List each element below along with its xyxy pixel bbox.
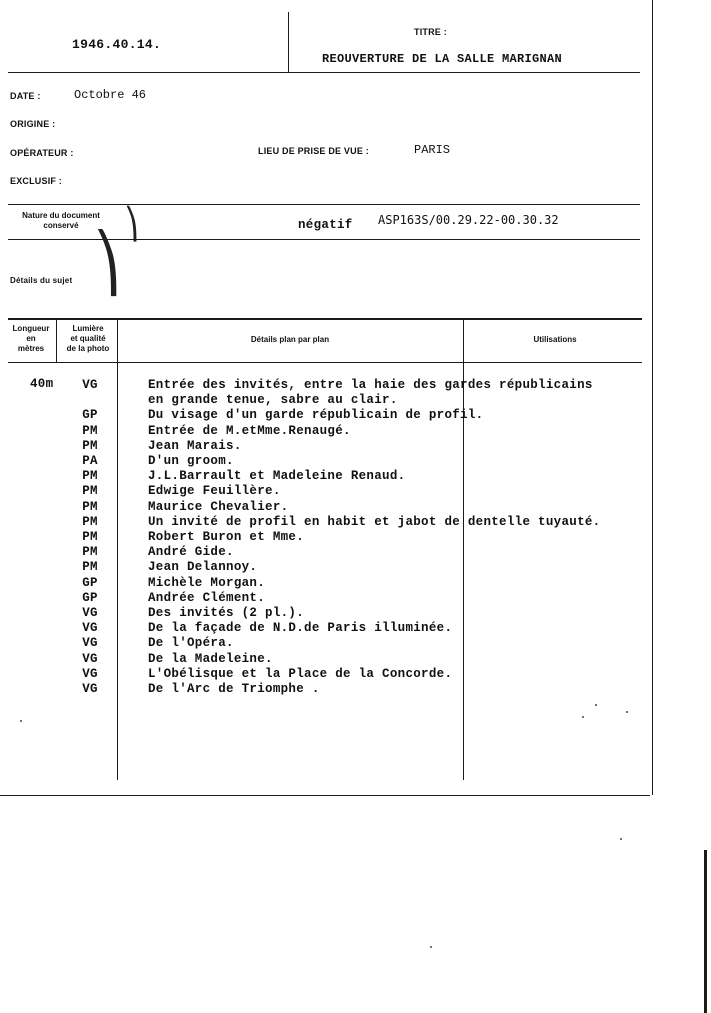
titre-value: REOUVERTURE DE LA SALLE MARIGNAN bbox=[322, 52, 563, 66]
row-text: Edwige Feuillère. bbox=[148, 484, 281, 499]
col-utilisations-header: Utilisations bbox=[533, 335, 577, 344]
nature-label-line1: Nature du document bbox=[22, 211, 100, 220]
col-longueur-header bbox=[6, 324, 56, 354]
row-code: GP bbox=[82, 408, 98, 423]
row-code: PA bbox=[82, 454, 98, 468]
exclusif-label: EXCLUSIF : bbox=[10, 176, 63, 186]
row-text: Maurice Chevalier. bbox=[148, 499, 289, 514]
row-code: VG bbox=[82, 606, 98, 620]
row-text: D'un groom. bbox=[148, 454, 234, 468]
reference-number: 1946.40.14. bbox=[72, 37, 162, 52]
row-code: PM bbox=[82, 530, 98, 544]
titre-label: TITRE : bbox=[414, 27, 447, 37]
row-text: Entrée des invités, entre la haie des gardes républicains bbox=[148, 378, 593, 392]
row-text: Des invités (2 pl.). bbox=[148, 606, 305, 620]
table-top-rule bbox=[8, 318, 642, 320]
speck-3 bbox=[626, 711, 628, 713]
row-code: PM bbox=[82, 423, 98, 438]
lieu-value: PARIS bbox=[414, 143, 451, 157]
speck-2 bbox=[582, 716, 584, 718]
row-code: PM bbox=[82, 499, 98, 514]
details-sujet-label: Détails du sujet bbox=[10, 276, 73, 285]
row-text: Michèle Morgan. bbox=[148, 575, 266, 590]
col-divider-2 bbox=[117, 318, 118, 780]
origine-label: ORIGINE : bbox=[10, 119, 56, 129]
col-lumiere-header bbox=[58, 324, 118, 354]
nature-top-rule bbox=[8, 204, 640, 205]
col-lumiere-line3: de la photo bbox=[66, 344, 110, 353]
row-text: Robert Buron et Mme. bbox=[148, 530, 305, 544]
speck-1 bbox=[595, 704, 597, 706]
row-text: L'Obélisque et la Place de la Concorde. bbox=[148, 666, 453, 681]
length-value: 40m bbox=[30, 377, 54, 391]
row-text: Un invité de profil en habit et jabot de dentelle tuyauté. bbox=[148, 514, 601, 529]
col-longueur-line3: mètres bbox=[17, 344, 45, 353]
speck-4 bbox=[20, 720, 22, 722]
nature-brace: ⎞ bbox=[124, 207, 139, 242]
header-bottom-rule bbox=[8, 72, 640, 73]
row-text: Andrée Clément. bbox=[148, 590, 266, 605]
page-right-rule bbox=[652, 0, 653, 795]
row-text: De la Madeleine. bbox=[148, 651, 273, 666]
header-divider bbox=[288, 12, 289, 72]
row-text: Entrée de M.etMme.Renaugé. bbox=[148, 423, 351, 438]
row-text: J.L.Barrault et Madeleine Renaud. bbox=[148, 469, 406, 484]
row-code: PM bbox=[82, 469, 98, 484]
row-text: Jean Marais. bbox=[148, 438, 242, 453]
col-longueur-line2: en bbox=[26, 334, 36, 343]
row-code: VG bbox=[82, 651, 98, 666]
details-sujet-brace: ⎞ bbox=[93, 231, 121, 296]
nature-code: ASP163S/00.29.22-00.30.32 bbox=[378, 213, 559, 227]
row-code: PM bbox=[82, 560, 98, 575]
date-value: Octobre 46 bbox=[74, 88, 147, 102]
lieu-label: LIEU DE PRISE DE VUE : bbox=[258, 146, 369, 156]
page-edge-shadow bbox=[704, 850, 707, 1013]
col-longueur-line1: Longueur bbox=[12, 324, 50, 333]
col-divider-1 bbox=[56, 318, 57, 362]
operateur-label: OPÉRATEUR : bbox=[10, 148, 74, 158]
row-code: VG bbox=[82, 666, 98, 681]
row-code: VG bbox=[82, 378, 98, 392]
row-text: Jean Delannoy. bbox=[148, 560, 258, 575]
row-text: De la façade de N.D.de Paris illuminée. bbox=[148, 621, 453, 636]
row-code: VG bbox=[82, 621, 98, 636]
row-code: PM bbox=[82, 484, 98, 499]
row-code: GP bbox=[82, 575, 98, 590]
row-text: Du visage d'un garde républicain de profil. bbox=[148, 408, 484, 423]
row-code: PM bbox=[82, 438, 98, 453]
row-text: De l'Arc de Triomphe . bbox=[148, 682, 320, 696]
nature-label-line2: conservé bbox=[43, 221, 79, 230]
row-code: VG bbox=[82, 636, 98, 651]
page-bottom-rule bbox=[0, 795, 650, 796]
row-code: PM bbox=[82, 545, 98, 560]
speck-6 bbox=[620, 838, 622, 840]
col-details-header: Détails plan par plan bbox=[250, 335, 330, 344]
col-lumiere-line1: Lumière bbox=[72, 324, 104, 333]
row-text: André Gide. bbox=[148, 545, 234, 560]
speck-5 bbox=[430, 946, 432, 948]
row-text: en grande tenue, sabre au clair. bbox=[148, 393, 398, 408]
nature-value: négatif bbox=[298, 218, 353, 232]
nature-label bbox=[6, 211, 116, 231]
row-code: GP bbox=[82, 590, 98, 605]
col-lumiere-line2: et qualité bbox=[70, 334, 106, 343]
date-label: DATE : bbox=[10, 91, 41, 101]
table-header-rule bbox=[8, 362, 642, 363]
row-text: De l'Opéra. bbox=[148, 636, 234, 651]
row-code: PM bbox=[82, 514, 98, 529]
row-code: VG bbox=[82, 682, 98, 696]
